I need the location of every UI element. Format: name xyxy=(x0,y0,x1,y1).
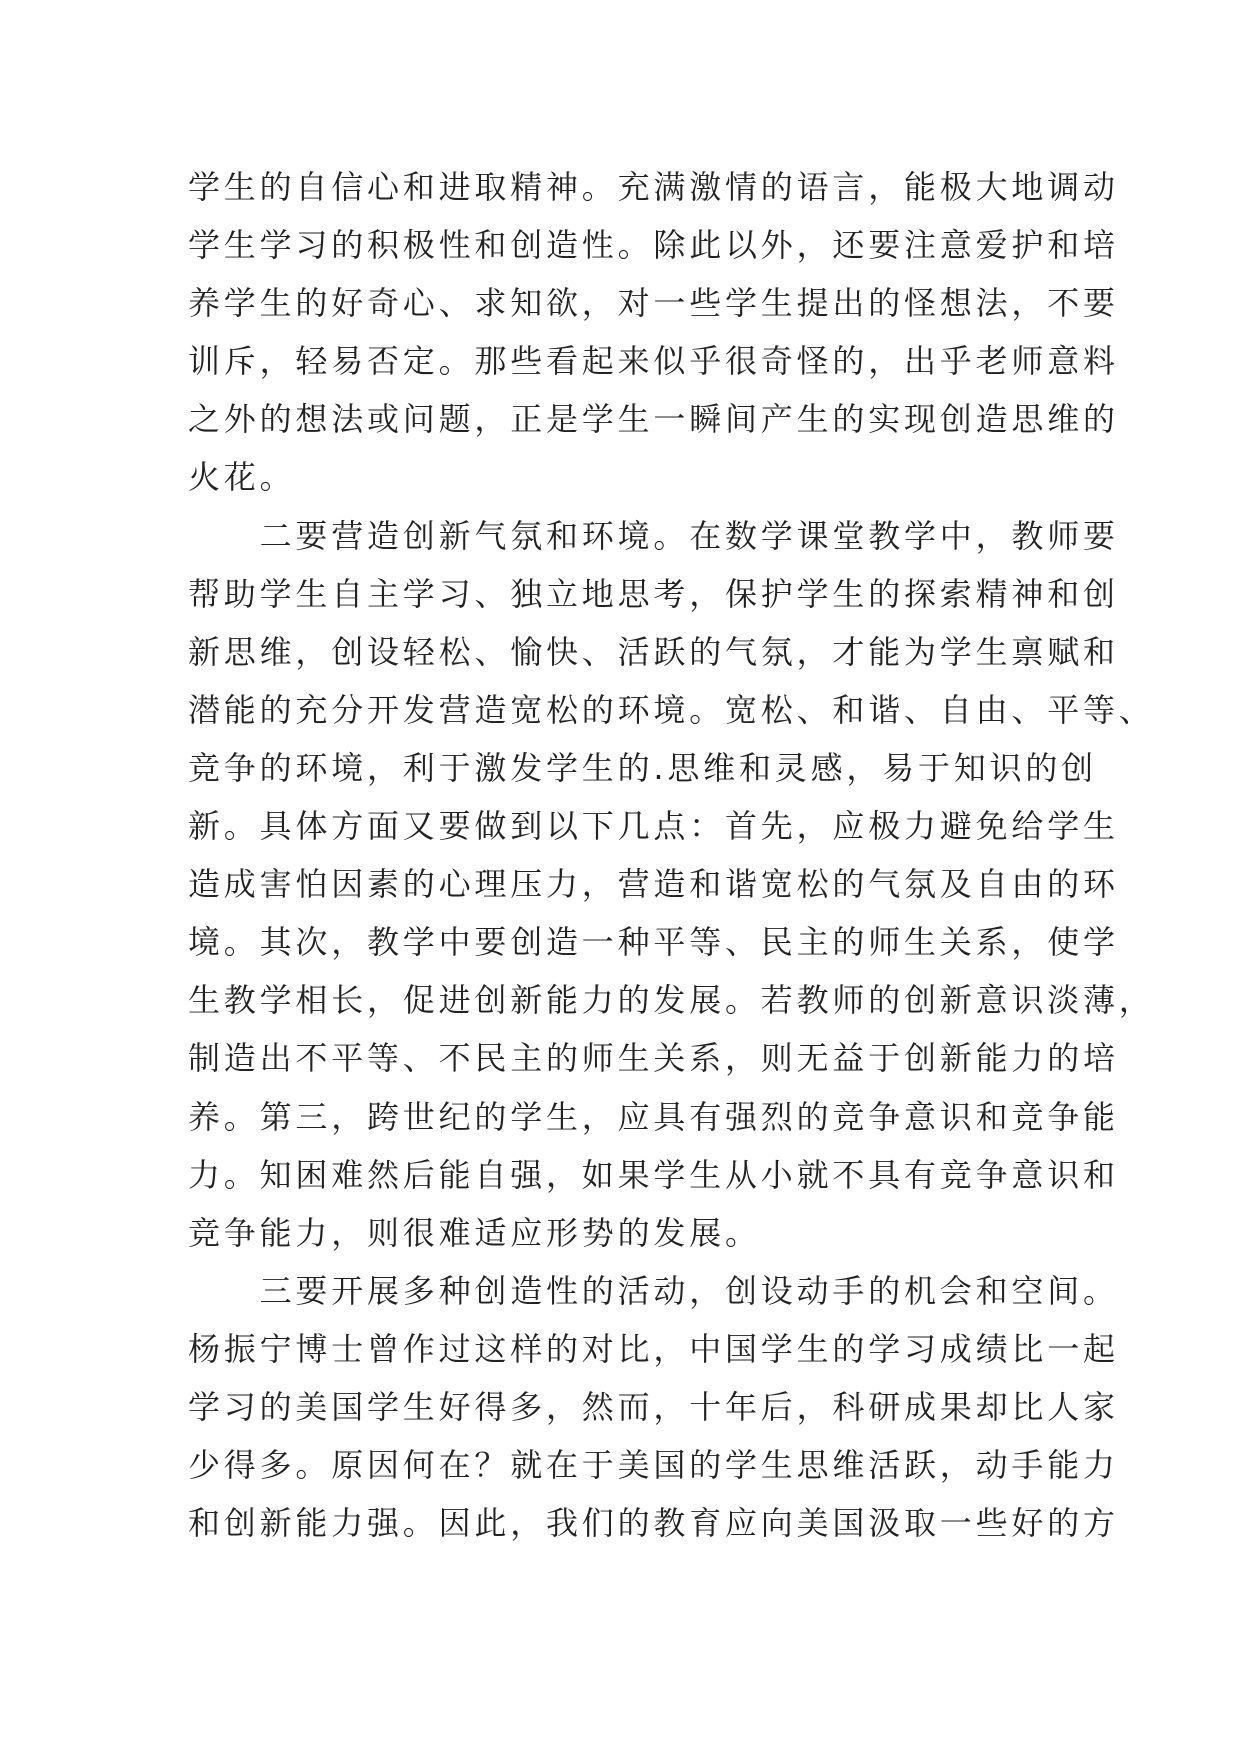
text-line-20: 三要开展多种创造性的活动，创设动手的机会和空间。 xyxy=(188,1271,1119,1310)
text-line-6: 火花。 xyxy=(188,458,296,497)
text-line-19: 竞争能力，则很难适应形势的发展。 xyxy=(188,1213,761,1252)
text-line-24: 和创新能力强。因此，我们的教育应向美国汲取一些好的方 xyxy=(188,1504,1119,1543)
text-line-1: 学生的自信心和进取精神。充满激情的语言，能极大地调动 xyxy=(188,168,1119,206)
text-line-8: 帮助学生自主学习、独立地思考，保护学生的探索精神和创 xyxy=(188,574,1119,613)
text-line-22: 学习的美国学生好得多，然而，十年后，科研成果却比人家 xyxy=(188,1387,1119,1426)
text-line-3: 养学生的好奇心、求知欲，对一些学生提出的怪想法，不要 xyxy=(188,284,1119,323)
text-line-11: 竞争的环境，利于激发学生的.思维和灵感，易于知识的创 xyxy=(188,748,1097,787)
text-line-4: 训斥，轻易否定。那些看起来似乎很奇怪的，出乎老师意料 xyxy=(188,342,1119,381)
text-line-13: 造成害怕因素的心理压力，营造和谐宽松的气氛及自由的环 xyxy=(188,865,1119,904)
text-line-2: 学生学习的积极性和创造性。除此以外，还要注意爱护和培 xyxy=(188,226,1119,265)
body-text xyxy=(188,158,1155,1552)
text-line-23: 少得多。原因何在？就在于美国的学生思维活跃，动手能力 xyxy=(188,1446,1119,1485)
text-line-18: 力。知困难然后能自强，如果学生从小就不具有竞争意识和 xyxy=(188,1155,1119,1194)
text-line-15: 生教学相长，促进创新能力的发展。若教师的创新意识淡薄， xyxy=(188,981,1155,1020)
text-line-17: 养。第三，跨世纪的学生，应具有强烈的竞争意识和竞争能 xyxy=(188,1097,1119,1136)
text-line-9: 新思维，创设轻松、愉快、活跃的气氛，才能为学生禀赋和 xyxy=(188,632,1119,671)
text-line-10: 潜能的充分开发营造宽松的环境。宽松、和谐、自由、平等、 xyxy=(188,690,1155,729)
text-line-14: 境。其次，教学中要创造一种平等、民主的师生关系，使学 xyxy=(188,923,1119,962)
text-line-16: 制造出不平等、不民主的师生关系，则无益于创新能力的培 xyxy=(188,1039,1119,1078)
text-line-12: 新。具体方面又要做到以下几点：首先，应极力避免给学生 xyxy=(188,807,1119,846)
text-line-21: 杨振宁博士曾作过这样的对比，中国学生的学习成绩比一起 xyxy=(188,1329,1119,1368)
text-line-5: 之外的想法或问题，正是学生一瞬间产生的实现创造思维的 xyxy=(188,400,1119,439)
text-line-7: 二要营造创新气氛和环境。在数学课堂教学中，教师要 xyxy=(188,516,1119,555)
